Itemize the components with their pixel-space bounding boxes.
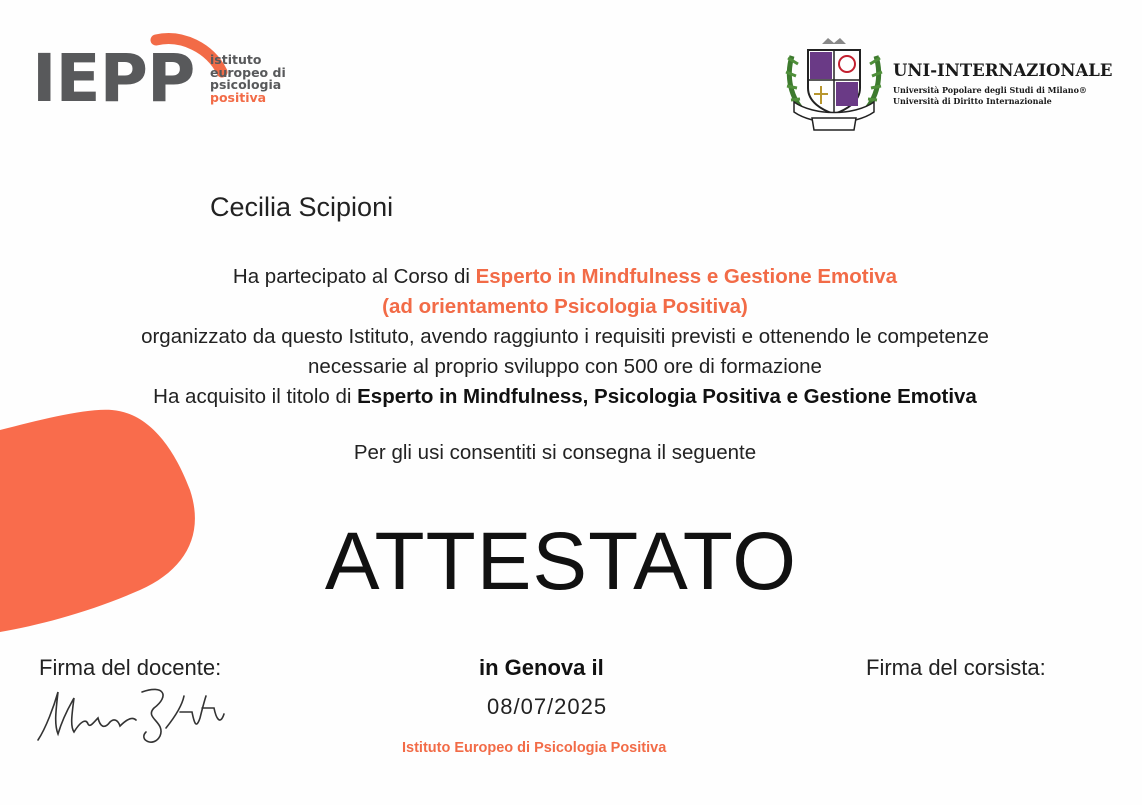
uni-logo-title: UNI-INTERNAZIONALE	[893, 61, 1113, 80]
uni-logo-subtitle-line: Università di Diritto Internazionale	[893, 96, 1052, 106]
teacher-signature-label: Firma del docente:	[39, 655, 222, 680]
iepp-logo	[32, 34, 302, 124]
issue-date: 08/07/2025	[487, 694, 608, 719]
iepp-logo-line: psicologia	[210, 77, 282, 92]
iepp-logo-line: europeo di	[210, 64, 286, 80]
course-name: Esperto in Mindfulness e Gestione Emotiva	[475, 265, 898, 288]
course-line	[0, 262, 1130, 292]
iepp-logo-letters: IEPP	[32, 40, 195, 117]
body-requirements-line: organizzato da questo Istituto, avendo raggiunto i requisiti previsti e ottenendo le competenze	[141, 325, 989, 348]
place-label: in Genova il	[479, 655, 604, 680]
iepp-logo-line: istituto	[210, 52, 262, 67]
iepp-logo-line-positiva: positiva	[210, 89, 267, 105]
title-awarded: Esperto in Mindfulness, Psicologia Positiva e Gestione Emotiva	[357, 385, 977, 408]
university-seal-icon	[784, 36, 884, 136]
consegna-text: Per gli usi consentiti si consegna il seguente	[353, 441, 757, 464]
title-line	[0, 382, 1130, 412]
body-hours-line: necessarie al proprio sviluppo con 500 ore di formazione	[308, 355, 822, 378]
iepp-logo-text	[210, 54, 286, 104]
course-orientation: (ad orientamento Psicologia Positiva)	[382, 295, 748, 318]
teacher-signature	[34, 678, 234, 750]
uni-logo-subtitle-line: Università Popolare degli Studi di Milano®	[893, 85, 1087, 95]
institute-footer-name: Istituto Europeo di Psicologia Positiva	[402, 740, 667, 756]
recipient-name: Cecilia Scipioni	[210, 192, 394, 222]
student-signature-label: Firma del corsista:	[866, 655, 1046, 680]
uni-internazionale-logo	[784, 36, 1114, 136]
uni-logo-subtitle	[893, 85, 1087, 107]
course-intro: Ha partecipato al Corso di	[232, 265, 470, 288]
certificate-body	[0, 262, 1130, 412]
title-intro: Ha acquisito il titolo di	[153, 385, 352, 408]
certificate-heading: ATTESTATO	[324, 516, 798, 607]
